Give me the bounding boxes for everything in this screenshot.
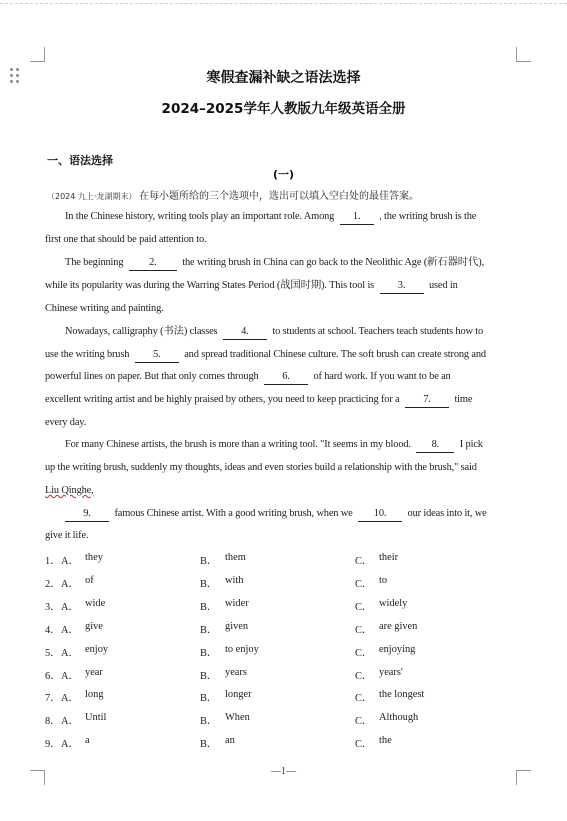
option-c-label: C． [355,579,373,590]
option-a-label: A． [61,579,79,590]
question-number: 3． [45,602,61,613]
option-b-text[interactable]: with [225,575,244,586]
option-a-label: A． [61,556,79,567]
option-a-label: A． [61,716,79,727]
passage-text: every day. [45,417,87,428]
blank-1[interactable]: 1. [340,210,374,225]
passage-line [45,370,520,385]
option-c-text[interactable]: widely [379,598,408,609]
option-c-text[interactable]: Although [379,712,419,723]
option-a-text[interactable]: Until [85,712,107,723]
question-number: 9． [45,739,61,750]
blank-8[interactable]: 8. [416,438,454,453]
option-c-text[interactable]: enjoying [379,644,416,655]
option-c-text[interactable]: the [379,735,392,746]
passage-text: to students at school. Teachers teach students how to [272,326,484,337]
option-a-text[interactable]: wide [85,598,106,609]
option-b-text[interactable]: years [225,667,247,678]
passage-text: our ideas into it, we [407,508,487,519]
option-b-text[interactable]: wider [225,598,249,609]
option-c-label: C． [355,625,373,636]
crop-mark-top-left [30,47,45,62]
passage-line [45,279,520,294]
passage-text: of hard work. If you want to be an [313,371,451,382]
passage-text: The beginning [65,257,124,268]
option-a-text[interactable]: long [85,689,104,700]
option-c-text[interactable]: are given [379,621,418,632]
option-b-text[interactable]: longer [225,689,252,700]
option-b-text[interactable]: an [225,735,235,746]
passage-text: In the Chinese history, writing tools play an important role. Among [65,211,335,222]
page-top-border [0,3,567,4]
passage-line [45,393,520,408]
option-c-label: C． [355,716,373,727]
option-b-label: B． [200,739,218,750]
option-a-text[interactable]: give [85,621,103,632]
document-title: 寒假查漏补缺之语法选择 [206,70,361,86]
spellcheck-underlined-text: Liu Qinghe, [45,485,94,496]
option-a-label: A． [61,693,79,704]
option-c-text[interactable]: the longest [379,689,425,700]
section-heading: 一、语法选择 [47,154,113,167]
passage-line [45,302,520,316]
passage-line [45,210,540,225]
passage-line [45,325,540,340]
question-number: 7． [45,693,61,704]
option-a-text[interactable]: year [85,667,103,678]
passage-line [45,461,520,475]
blank-3[interactable]: 3. [380,279,424,294]
passage-text: For many Chinese artists, the brush is more than a writing tool. "It seems in my blood. [65,439,411,450]
option-a-text[interactable]: enjoy [85,644,109,655]
question-number: 5． [45,648,61,659]
passage-text: I pick [459,439,483,450]
option-a-text[interactable]: a [85,735,90,746]
option-b-label: B． [200,716,218,727]
passage-line [45,484,520,498]
option-b-text[interactable]: When [225,712,250,723]
option-b-label: B． [200,602,218,613]
question-number: 6． [45,671,61,682]
passage-line [45,507,540,522]
passage-line [45,438,540,453]
option-c-text[interactable]: to [379,575,388,586]
blank-7[interactable]: 7. [405,393,449,408]
option-b-label: B． [200,693,218,704]
option-c-label: C． [355,739,373,750]
blank-10[interactable]: 10. [358,507,402,522]
option-b-label: B． [200,579,218,590]
option-c-text[interactable]: their [379,552,399,563]
option-b-label: B． [200,671,218,682]
passage-text: famous Chinese artist. With a good writing brush, when we [114,508,353,519]
option-b-label: B． [200,625,218,636]
passage-text: use the writing brush [45,349,130,360]
passage-text: the writing brush in China can go back to the Neolithic Age (新石器时代), [182,257,485,268]
passage-text: time [454,394,473,405]
option-a-label: A． [61,602,79,613]
option-b-label: B． [200,556,218,567]
blank-5[interactable]: 5. [135,348,179,363]
crop-mark-top-right [516,47,531,62]
option-b-text[interactable]: them [225,552,246,563]
passage-text: first one that should be paid attention to. [45,234,207,245]
passage-text: powerful lines on paper. But that only comes through [45,371,259,382]
option-c-label: C． [355,693,373,704]
question-number: 2． [45,579,61,590]
passage-line [45,416,520,430]
passage-text: while its popularity was during the Warring States Period (战国时期). This tool is [45,280,375,291]
passage-line [45,348,520,363]
blank-9[interactable]: 9. [65,507,109,522]
blank-2[interactable]: 2. [129,256,177,271]
option-a-text[interactable]: they [85,552,103,563]
option-a-label: A． [61,648,79,659]
passage-text: up the writing brush, suddenly my thoughts, ideas and even stories build a relationship with the brush," said [45,462,477,473]
document-subtitle: 2024–2025学年人教版九年级英语全册 [161,101,406,117]
option-c-label: C． [355,602,373,613]
passage-text: Chinese writing and painting. [45,303,164,314]
option-a-text[interactable]: of [85,575,94,586]
passage-text: Nowadays, calligraphy (书法) classes [65,326,218,337]
passage-text: and spread traditional Chinese culture. The soft brush can create strong and [184,349,486,360]
option-b-text[interactable]: to enjoy [225,644,259,655]
blank-4[interactable]: 4. [223,325,267,340]
question-number: 4． [45,625,61,636]
passage-text: give it life. [45,530,89,541]
option-c-label: C． [355,556,373,567]
option-b-label: B． [200,648,218,659]
passage-line [45,233,520,247]
instruction-line [47,187,419,202]
option-a-label: A． [61,625,79,636]
question-number: 1． [45,556,61,567]
option-a-label: A． [61,739,79,750]
passage-line [45,529,520,543]
passage-text: used in [428,280,458,291]
option-c-label: C． [355,671,373,682]
instruction-text: 在每小题所给的三个选项中，选出可以填入空白处的最佳答案。 [138,191,419,202]
option-a-label: A． [61,671,79,682]
blank-6[interactable]: 6. [264,370,308,385]
option-c-label: C． [355,648,373,659]
question-number: 8． [45,716,61,727]
source-tag: （2024 九上·龙湖期末） [47,192,137,201]
option-c-text[interactable]: years' [379,667,403,678]
passage-line [45,256,540,271]
passage-number: (一) [272,168,295,181]
passage-text: , the writing brush is the [379,211,477,222]
page-number: —1— [271,766,296,777]
option-b-text[interactable]: given [225,621,249,632]
passage-text: excellent writing artist and be highly praised by others, you need to keep practicing for a [45,394,400,405]
